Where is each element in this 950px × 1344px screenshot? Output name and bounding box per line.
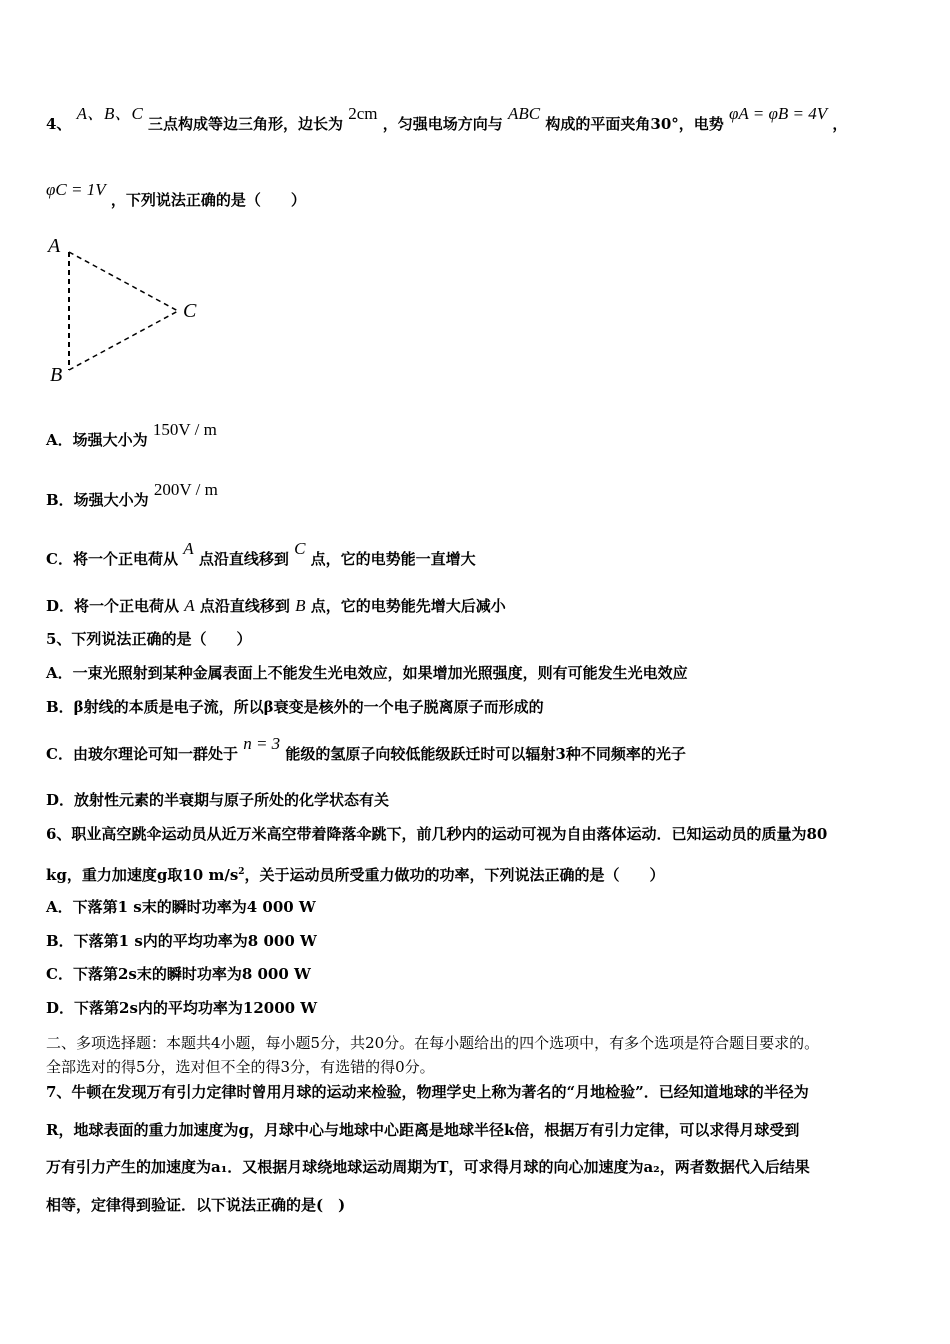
q4-phi-c: φC = 1V (46, 180, 106, 199)
q5-option-c-text2: 能级的氢原子向较低能级跃迁时可以辐射3种不同频率的光子 (285, 745, 686, 763)
q4-text3: 构成的平面夹角30°，电势 (545, 115, 724, 133)
q4-option-b-text: B．场强大小为 (46, 491, 149, 509)
q6-option-c[interactable]: C．下落第2s末的瞬时功率为8 000 W (46, 965, 311, 983)
q4-phi-ab: φA = φB = 4V (729, 104, 828, 123)
q7-stem-line2: R，地球表面的重力加速度为g，月球中心与地球中心距离是地球半径k倍，根据万有引力定律，可以求得月球受到 (46, 1121, 800, 1139)
q4-text4: ，下列说法正确的是（ ） (110, 191, 306, 209)
label-b: B (50, 364, 63, 386)
q4-option-c-text1: C．将一个正电荷从 (46, 550, 178, 568)
q4-option-d-text1: D．将一个正电荷从 (46, 597, 180, 615)
q4-option-a-value: 150V / m (152, 420, 217, 439)
q4-stem-line2 (46, 180, 910, 210)
q5-option-a[interactable]: A．一束光照射到某种金属表面上不能发生光电效应，如果增加光照强度，则有可能发生光电效应 (46, 664, 688, 682)
q6-stem-line2-text1: kg，重力加速度g取10 m/s (46, 866, 239, 884)
q4-option-d-point-a: A (184, 596, 195, 615)
q4-text1: 三点构成等边三角形，边长为 (148, 115, 344, 133)
q5-stem: 5、下列说法正确的是（ ） (46, 630, 252, 648)
q5-option-d[interactable]: D．放射性元素的半衰期与原子所处的化学状态有关 (46, 791, 390, 809)
triangle-diagram (40, 232, 220, 392)
q6-exponent: 2 (238, 867, 245, 877)
q6-stem-line1: 6、职业高空跳伞运动员从近万米高空带着降落伞跳下，前几秒内的运动可视为自由落体运动．已知运动员的质量为80 (46, 825, 828, 843)
q4-option-d-point-b: B (295, 596, 306, 615)
q4-option-c-point-a: A (183, 539, 194, 558)
side-bc (69, 311, 178, 370)
q4-option-b[interactable] (46, 480, 910, 510)
q7-stem-line4: 相等，定律得到验证．以下说法正确的是( ) (46, 1196, 346, 1214)
q6-option-b[interactable]: B．下落第1 s内的平均功率为8 000 W (46, 932, 317, 950)
q5-option-c[interactable] (46, 734, 910, 764)
q4-text2: ，匀强电场方向与 (382, 115, 503, 133)
q4-option-c[interactable] (46, 539, 910, 569)
q4-stem-line1 (46, 104, 910, 134)
q4-option-b-value: 200V / m (153, 480, 218, 499)
q5-option-b[interactable]: B．β射线的本质是电子流，所以β衰变是核外的一个电子脱离原子而形成的 (46, 698, 544, 716)
q4-points: A、B、C (76, 104, 143, 123)
q4-option-a[interactable] (46, 420, 910, 450)
label-c: C (183, 300, 197, 322)
q5-option-c-text1: C．由玻尔理论可知一群处于 (46, 745, 238, 763)
label-a: A (48, 235, 61, 257)
q4-option-d-text2: 点沿直线移到 (199, 597, 290, 615)
q4-comma: ， (832, 115, 848, 133)
q4-number: 4、 (46, 115, 72, 133)
q4-option-a-text: A．场强大小为 (46, 431, 148, 449)
q6-stem-line2 (46, 862, 910, 885)
q4-abc: ABC (508, 104, 541, 123)
q6-stem-line2-text2: ，关于运动员所受重力做功的功率，下列说法正确的是（ ） (244, 866, 665, 884)
q6-option-a[interactable]: A．下落第1 s末的瞬时功率为4 000 W (46, 898, 316, 916)
q4-option-d[interactable] (46, 596, 910, 616)
side-ac (69, 252, 178, 311)
q4-side-length: 2cm (348, 104, 378, 123)
q7-stem-line3: 万有引力产生的加速度为a₁．又根据月球绕地球运动周期为T，可求得月球的向心加速度为a₂，两者数据代入后结果 (46, 1158, 810, 1176)
section2-heading-line2: 全部选对的得5分，选对但不全的得3分，有选错的得0分。 (46, 1058, 435, 1076)
q6-option-d[interactable]: D．下落第2s内的平均功率为12000 W (46, 999, 318, 1017)
q4-option-d-text3: 点，它的电势能先增大后减小 (310, 597, 506, 615)
q5-option-c-n: n = 3 (243, 734, 281, 753)
q4-option-c-text2: 点沿直线移到 (198, 550, 289, 568)
q4-option-c-text3: 点，它的电势能一直增大 (310, 550, 476, 568)
q7-stem-line1: 7、牛顿在发现万有引力定律时曾用月球的运动来检验，物理学史上称为著名的“月地检验”．已经知道地球的半径为 (46, 1083, 809, 1101)
section2-heading-line1: 二、多项选择题：本题共4小题，每小题5分，共20分。在每小题给出的四个选项中，有多个选项是符合题目要求的。 (46, 1034, 820, 1052)
q4-option-c-point-c: C (294, 539, 306, 558)
